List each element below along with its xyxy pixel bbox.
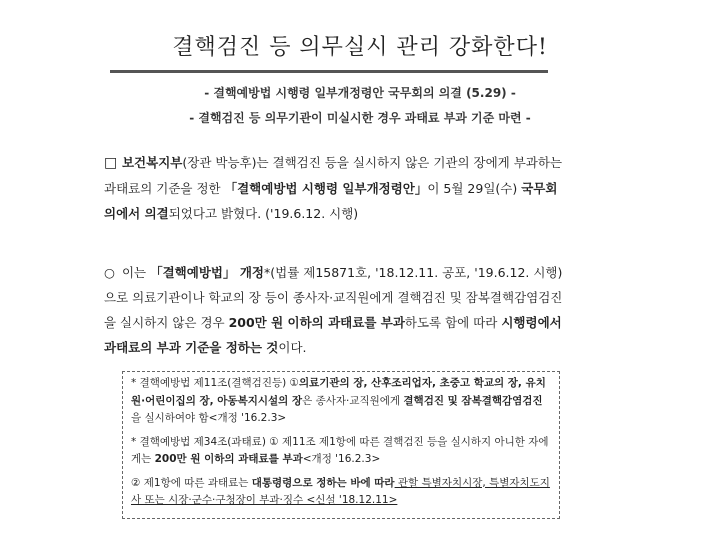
law-revision: 「결핵예방법」 개정 (150, 265, 264, 280)
circle-bullet-icon: ○ (104, 265, 115, 280)
square-bullet-icon: □ (104, 155, 118, 171)
subtitle-2: - 결핵검진 등 의무기관이 미실시한 경우 과태료 부과 기준 마련 - (189, 111, 531, 125)
subtitle-1: - 결핵예방법 시행령 일부개정령안 국무회의 의결 (5.29) - (204, 86, 516, 100)
agency-name: 보건복지부 (121, 155, 183, 170)
note-1-text-3: 을 실시하여야 함<개정 '16.2.3> (131, 412, 287, 424)
para1-text-3: 되었다고 밝혔다. ('19.6.12. 시행) (168, 206, 359, 221)
paragraph-main (104, 150, 564, 226)
para2-text-4: 이다. (278, 340, 307, 355)
para2-text-1: 이는 (121, 265, 151, 280)
legal-note-box (122, 371, 560, 519)
fine-amount: 200만 원 이하의 과태료를 부과 (228, 315, 405, 330)
law-amendment-name: 「결핵예방법 시행령 일부개정령안」 (224, 181, 428, 196)
title-underline (110, 70, 548, 73)
note-1-text-1: 결핵예방법 제11조(결핵검진등) ① (139, 377, 299, 389)
paragraph-detail (104, 260, 564, 360)
para2-text-2: *(법률 제15871호, '18.12.11. 공포, '19.6.12. 시행)으로 의료기관이나 학교의 장 등이 종사자·교직원에게 결핵검진 및 잠복결핵감염검진을 실시하지 않은 경우 (104, 265, 563, 330)
para1-text-1: (장관 박능후)는 결핵검진 등을 실시하지 않은 기관의 장에게 부과하는 과태료의 기준을 정한 (104, 155, 563, 196)
note-1-institutions: 의료기관의 장, 산후조리업자, 초중고 학교의 장, 유치원·어린이집의 장, 아동복지시설의 장 (131, 377, 546, 407)
note-3-text-2: 관할 특별자치시장, 특별자치도지사 또는 시장·군수·구청장이 부과·징수 <신설 '18.12.11> (131, 476, 550, 506)
para2-text-3: 하도록 함에 따라 (404, 315, 502, 330)
note-3-decree: 대통령령으로 정하는 바에 따라 (251, 476, 395, 489)
note-article-34 (131, 434, 551, 469)
cabinet-resolution: 국무회의에서 의결 (104, 181, 558, 221)
para1-text-2: 이 5월 29일(수) (427, 181, 522, 196)
document-title: 결핵검진 등 의무실시 관리 강화한다! (172, 35, 548, 60)
note-2-fine: 200만 원 이하의 과태료를 부과 (154, 453, 303, 465)
fine-standard: 시행령에서 과태료의 부과 기준을 정하는 것 (104, 315, 562, 355)
note-article-34-clause-2 (131, 475, 551, 510)
note-2-text-1: 결핵예방법 제34조(과태료) ① 제11조 제1항에 따른 결핵검진 등을 실시하지 아니한 자에게는 (131, 435, 549, 465)
note-2-text-2: <개정 '16.2.3> (302, 453, 381, 465)
note-bullet-icon: * (131, 435, 137, 448)
note-bullet-icon: * (131, 377, 137, 389)
note-1-text-2: 은 종사자·교직원에게 (302, 394, 404, 407)
note-1-screening: 결핵검진 및 잠복결핵감염검진 (403, 394, 543, 407)
note-article-11 (131, 375, 551, 428)
note-3-text-1: ② 제1항에 따른 과태료는 (131, 476, 252, 489)
